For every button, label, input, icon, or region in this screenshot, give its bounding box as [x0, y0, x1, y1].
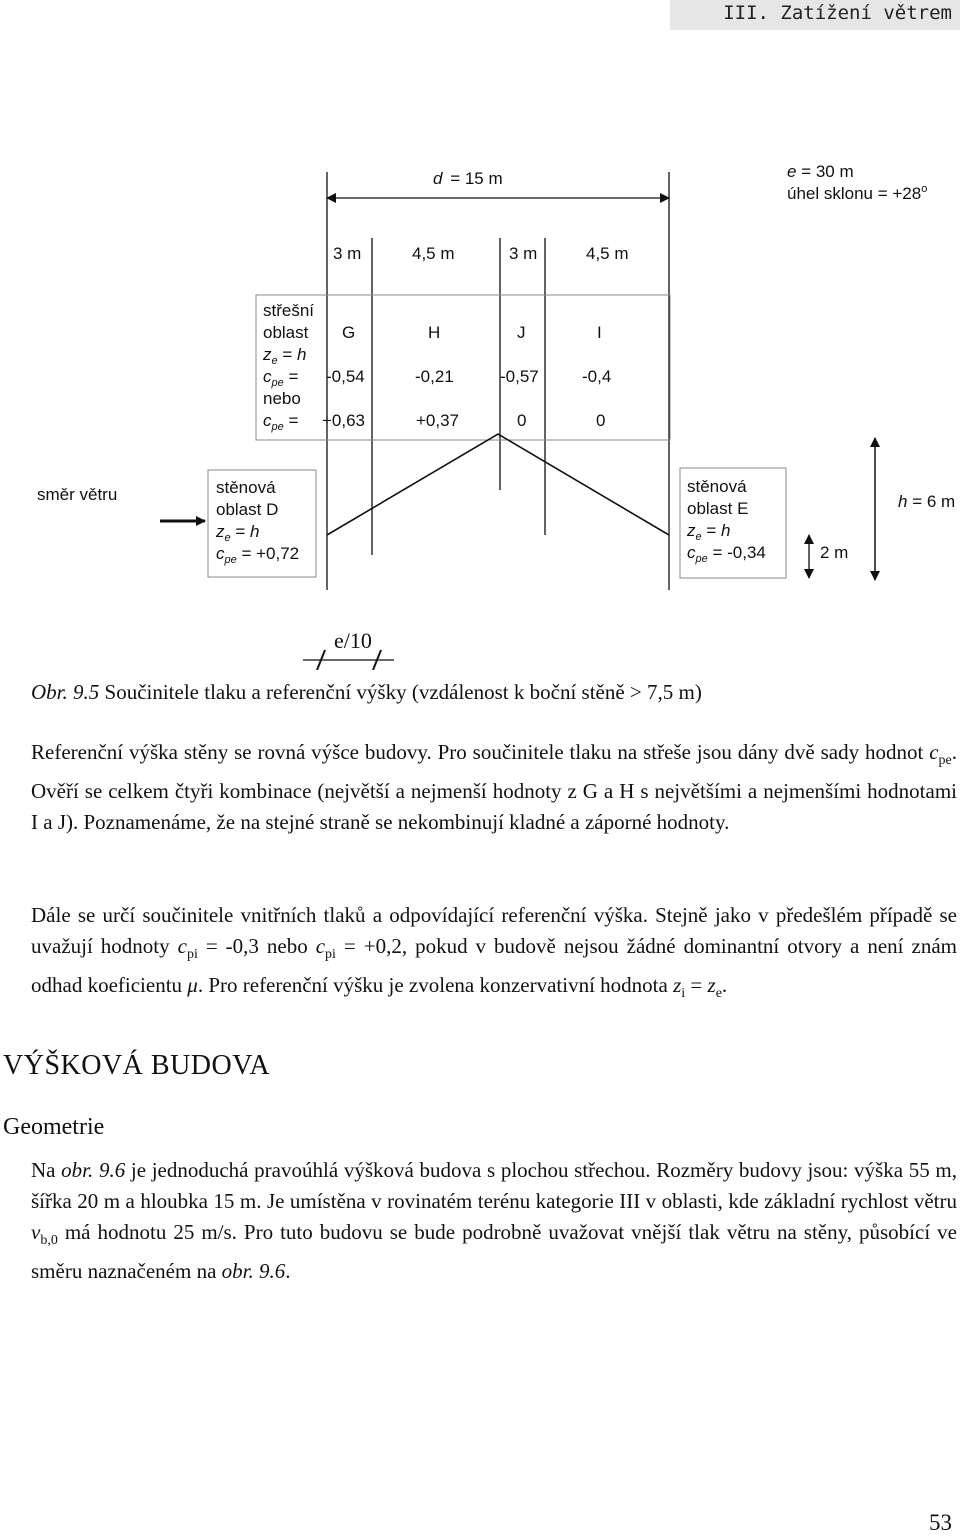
subsection-heading: Geometrie	[3, 1114, 105, 1140]
cpe-min-G: -0,54	[326, 367, 365, 386]
wall-E-ze: $z_e = h$	[687, 521, 731, 543]
cpe-max-I: 0	[596, 411, 606, 430]
two-m-label: 2 m	[820, 543, 849, 562]
wall-D-ze: $z_e = h$	[216, 522, 260, 544]
e10-label: e/10	[334, 628, 372, 653]
figure-caption	[31, 680, 931, 705]
roof-label-cpe1: $c_{pe}$ =	[263, 367, 299, 389]
wind-direction-label: směr větru	[37, 485, 118, 504]
wind-pressure-figure	[0, 150, 960, 670]
wall-D-cpe: $c_{pe} = +0,72$	[216, 544, 300, 566]
d-label: d = 15 m	[433, 169, 503, 188]
segment-1: 3 m	[333, 244, 362, 263]
section-heading: VÝŠKOVÁ BUDOVA	[3, 1050, 271, 1081]
roof-label-cpe2: $c_{pe}$ =	[263, 411, 299, 433]
cpe-min-J: -0,57	[500, 367, 539, 386]
caption-ref: Obr. 9.5	[31, 680, 100, 704]
running-header	[670, 0, 960, 30]
roof-label-2: oblast	[263, 323, 309, 342]
roof-label-nebo: nebo	[263, 389, 301, 408]
header-title: III. Zatížení větrem	[723, 2, 952, 24]
page-number: 53	[929, 1510, 952, 1535]
wall-E-l1: stěnová	[687, 477, 747, 496]
zone-I: I	[597, 323, 602, 342]
cpe-max-H: +0,37	[416, 411, 460, 430]
segment-4: 4,5 m	[586, 244, 629, 263]
e-label: e = 30 m	[787, 162, 854, 181]
cpe-min-H: -0,21	[415, 367, 454, 386]
roof-outline	[327, 434, 669, 535]
wall-D-l1: stěnová	[216, 478, 276, 497]
cpe-max-J: 0	[517, 411, 527, 430]
segment-2: 4,5 m	[412, 244, 455, 263]
cpe-max-G: +0,63	[322, 411, 366, 430]
zone-J: J	[517, 323, 526, 342]
roof-label-ze: $z_e = h$	[263, 345, 307, 367]
wall-E-cpe: $c_{pe} = -0,34$	[687, 543, 766, 565]
h-label: h = 6 m	[898, 492, 956, 511]
cpe-min-I: -0,4	[582, 367, 612, 386]
wall-D-l2: oblast D	[216, 500, 279, 519]
roof-label-1: střešní	[263, 301, 315, 320]
paragraph-1: Referenční výška stěny se rovná výšce budovy. Pro součinitele tlaku na střeše jsou dány dvě sady hodnot $c_{pe}$. Ověří se celkem čtyři kombinace (největší a nejmenší hodnoty z G a H s největšími a nejmenšími hodnotami I a J). Poznamenáme, že na stejné straně se nekombinují kladné a záporné hodnoty.	[31, 740, 957, 835]
slope-label: úhel sklonu = $+28^o$	[787, 183, 928, 203]
zone-H: H	[428, 323, 441, 342]
caption-text: Součinitele tlaku a referenční výšky (vzdálenost k boční stěně > 7,5 m)	[104, 680, 702, 704]
wall-E-l2: oblast E	[687, 499, 749, 518]
zone-G: G	[342, 323, 356, 342]
paragraph-2: Dále se určí součinitele vnitřních tlaků a odpovídající referenční výška. Stejně jako v předešlém případě se uvažují hodnoty $c_{pi} = -0,3$ nebo $c_{pi} = +0,2$, pokud v budově nejsou žádné dominantní otvory a není znám odhad koeficientu μ. Pro referenční výšku je zvolena konzervativní hodnota $z_i = z_e$.	[31, 903, 957, 1002]
segment-3: 3 m	[509, 244, 538, 263]
paragraph-3: Na obr. 9.6 je jednoduchá pravoúhlá výšková budova s plochou střechou. Rozměry budovy jsou: výška 55 m, šířka 20 m a hloubka 15 m. Je umístěna v rovinatém terénu kategorie III v oblasti, kde základní rychlost větru $v_{b,0}$ má hodnotu 25 m/s. Pro tuto budovu se bude podrobně uvažovat vnější tlak větru na stěny, působící ve směru naznačeném na obr. 9.6.	[31, 1158, 957, 1284]
